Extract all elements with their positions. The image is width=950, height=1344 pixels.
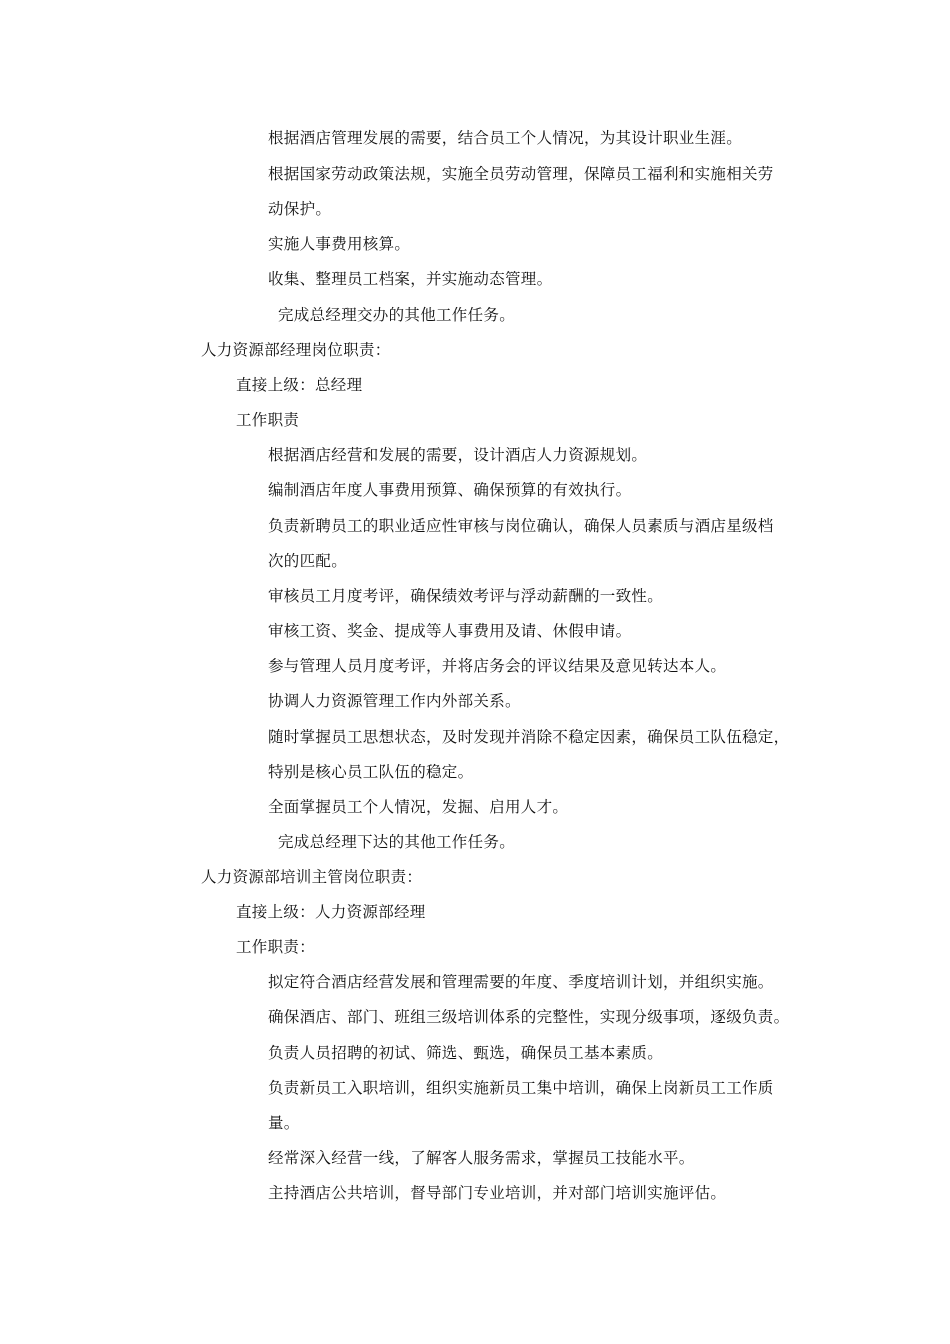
duty-line: 审核工资、奖金、提成等人事费用及请、休假申请。 [268,622,632,640]
duties-label: 工作职责 [236,411,300,429]
duty-line: 拟定符合酒店经营发展和管理需要的年度、季度培训计划，并组织实施。 [268,973,774,991]
duties-label: 工作职责： [236,938,316,956]
duty-line: 完成总经理下达的其他工作任务。 [278,833,516,851]
duty-line: 负责人员招聘的初试、筛选、甄选，确保员工基本素质。 [268,1044,664,1062]
supervisor-line: 直接上级：总经理 [236,376,363,394]
duty-line: 完成总经理交办的其他工作任务。 [278,306,516,324]
duty-line: 次的匹配。 [268,552,348,570]
duty-line: 参与管理人员月度考评，并将店务会的评议结果及意见转达本人。 [268,657,727,675]
duty-line: 负责新聘员工的职业适应性审核与岗位确认，确保人员素质与酒店星级档 [268,517,774,535]
duty-line: 随时掌握员工思想状态，及时发现并消除不稳定因素，确保员工队伍稳定， [268,728,790,746]
section-heading: 人力资源部培训主管岗位职责： [201,868,423,886]
supervisor-line: 直接上级：人力资源部经理 [236,903,426,921]
duty-line: 实施人事费用核算。 [268,235,411,253]
duty-line: 协调人力资源管理工作内外部关系。 [268,692,521,710]
duty-line: 主持酒店公共培训，督导部门专业培训，并对部门培训实施评估。 [268,1184,727,1202]
duty-line: 审核员工月度考评，确保绩效考评与浮动薪酬的一致性。 [268,587,664,605]
duty-line: 根据酒店经营和发展的需要，设计酒店人力资源规划。 [268,446,648,464]
duty-line: 动保护。 [268,200,332,218]
duty-line: 编制酒店年度人事费用预算、确保预算的有效执行。 [268,481,632,499]
duty-line: 特别是核心员工队伍的稳定。 [268,763,474,781]
duty-line: 全面掌握员工个人情况，发掘、启用人才。 [268,798,569,816]
duty-line: 负责新员工入职培训，组织实施新员工集中培训，确保上岗新员工工作质 [268,1079,774,1097]
duty-line: 收集、整理员工档案，并实施动态管理。 [268,270,553,288]
section-heading: 人力资源部经理岗位职责： [201,341,391,359]
duty-line: 根据酒店管理发展的需要，结合员工个人情况，为其设计职业生涯。 [268,129,743,147]
duty-line: 量。 [268,1114,300,1132]
duty-line: 经常深入经营一线，了解客人服务需求，掌握员工技能水平。 [268,1149,695,1167]
duty-line: 根据国家劳动政策法规，实施全员劳动管理，保障员工福利和实施相关劳 [268,165,774,183]
duty-line: 确保酒店、部门、班组三级培训体系的完整性，实现分级事项，逐级负责。 [268,1008,790,1026]
